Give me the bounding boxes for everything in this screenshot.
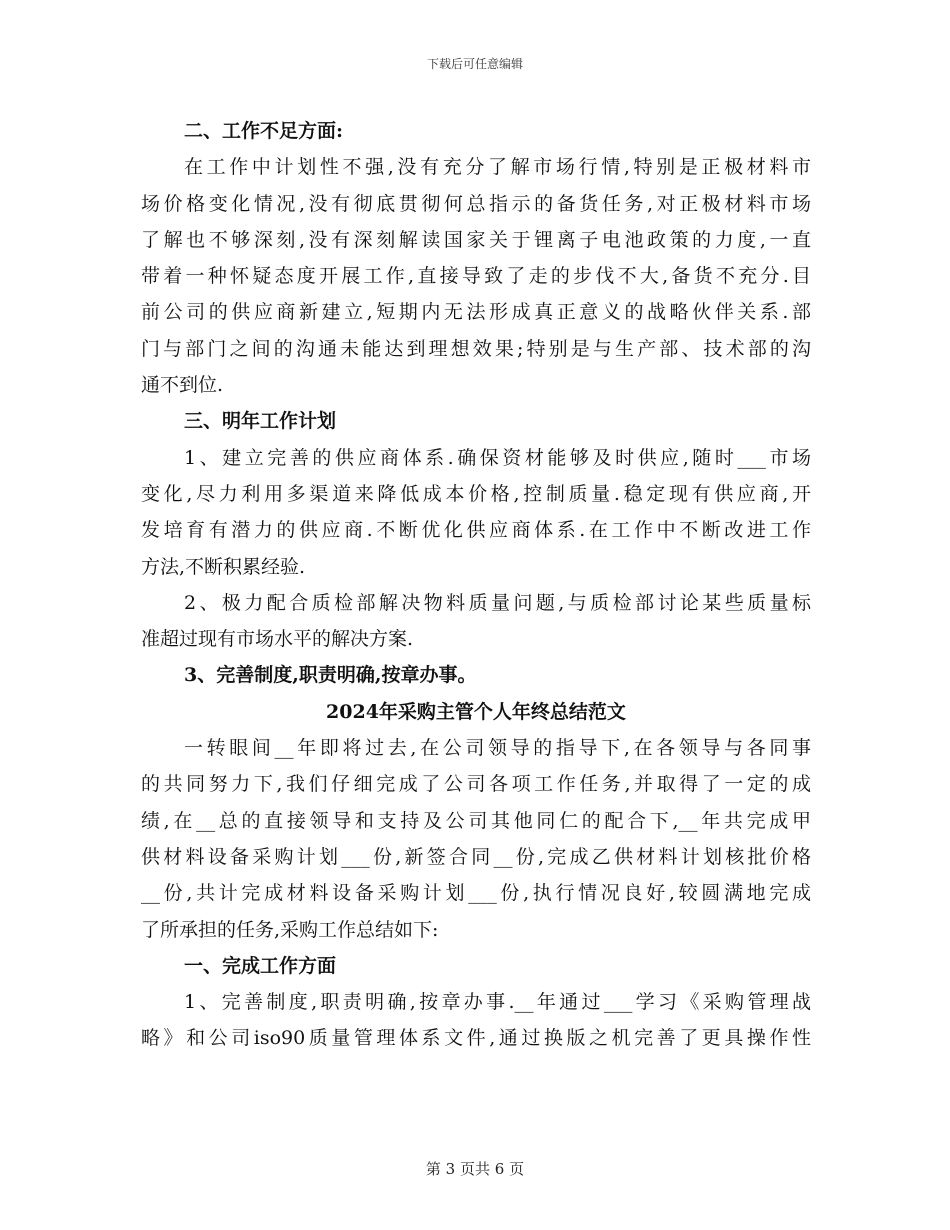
paragraph-line: 略》和公司iso90质量管理体系文件,通过换版之机完善了更具操作性: [141, 1027, 811, 1050]
paragraph-line: 了解也不够深刻,没有深刻解读国家关于锂离子电池政策的力度,一直: [141, 228, 811, 251]
paragraph-line: 场价格变化情况,没有彻底贯彻何总指示的备货任务,对正极材料市场: [141, 192, 811, 215]
paragraph-line: 发培育有潜力的供应商.不断优化供应商体系.在工作中不断改进工作: [141, 519, 811, 542]
section-heading: 二、工作不足方面:: [184, 120, 344, 142]
section-heading: 三、明年工作计划: [184, 410, 337, 433]
paragraph-line: __份,共计完成材料设备采购计划___份,执行情况良好,较圆满地完成: [141, 882, 811, 905]
paragraph-line: 带着一种怀疑态度开展工作,直接导致了走的步伐不大,备货不充分.目: [141, 265, 811, 288]
paragraph-line: 绩,在__总的直接领导和支持及公司其他同仁的配合下,__年共完成甲: [141, 809, 811, 832]
paragraph-line: 前公司的供应商新建立,短期内无法形成真正意义的战略伙伴关系.部: [141, 301, 811, 324]
page-header: 下载后可任意编辑: [426, 57, 523, 71]
paragraph-line: 1、完善制度,职责明确,按章办事.__年通过___学习《采购管理战: [184, 991, 811, 1014]
paragraph-line: 一转眼间__年即将过去,在公司领导的指导下,在各领导与各同事: [184, 737, 811, 760]
document-body: [141, 113, 811, 1057]
section-heading: 3、完善制度,职责明确,按章办事。: [184, 664, 477, 687]
paragraph-line: 门与部门之间的沟通未能达到理想效果;特别是与生产部、技术部的沟: [141, 337, 811, 360]
paragraph-line: 通不到位.: [141, 374, 224, 397]
paragraph-line: 了所承担的任务,采购工作总结如下:: [141, 918, 439, 941]
section-heading: 一、完成工作方面: [184, 954, 337, 977]
page-footer: 第 3 页共 6 页: [425, 1160, 525, 1178]
paragraph-line: 2、极力配合质检部解决物料质量问题,与质检部讨论某些质量标: [184, 591, 811, 614]
paragraph-line: 准超过现有市场水平的解决方案.: [141, 628, 414, 651]
paragraph-line: 方法,不断积累经验.: [141, 555, 306, 578]
paragraph-line: 的共同努力下,我们仔细完成了公司各项工作任务,并取得了一定的成: [141, 773, 811, 796]
paragraph-line: 变化,尽力利用多渠道来降低成本价格,控制质量.稳定现有供应商,开: [141, 482, 811, 505]
paragraph-line: 在工作中计划性不强,没有充分了解市场行情,特别是正极材料市: [184, 156, 811, 179]
paragraph-line: 供材料设备采购计划___份,新签合同__份,完成乙供材料计划核批价格: [141, 845, 811, 868]
paragraph-line: 1、建立完善的供应商体系.确保资材能够及时供应,随时___市场: [184, 446, 811, 469]
section-title: 2024年采购主管个人年终总结范文: [326, 700, 626, 723]
